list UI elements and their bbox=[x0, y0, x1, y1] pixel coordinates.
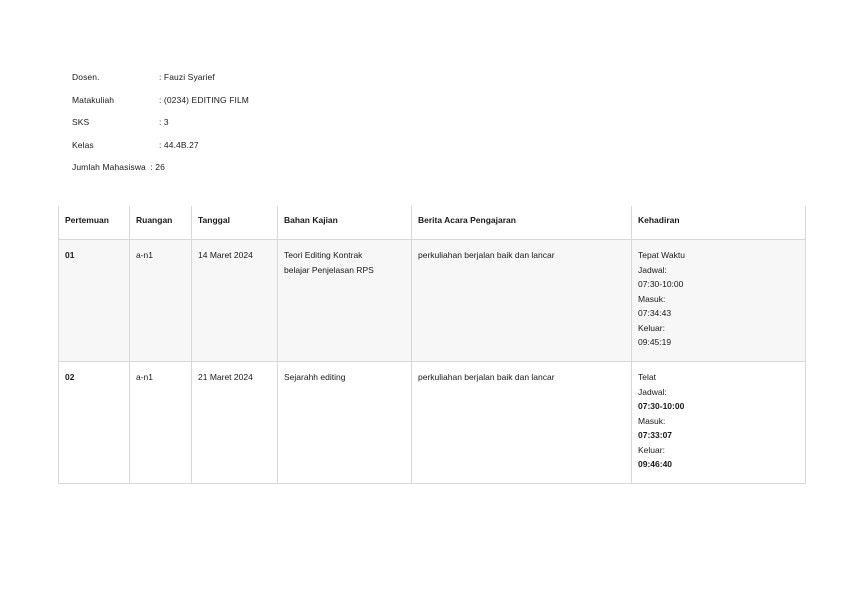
masuk-value: 07:33:07 bbox=[638, 430, 673, 440]
dosen-value: : Fauzi Syarief bbox=[159, 72, 215, 82]
header-bahan-kajian: Bahan Kajian bbox=[278, 206, 412, 240]
cell-tanggal: 14 Maret 2024 bbox=[192, 240, 278, 362]
dosen-label: Dosen. bbox=[72, 72, 100, 82]
header-pertemuan: Pertemuan bbox=[59, 206, 130, 240]
masuk-label: Masuk: bbox=[638, 293, 666, 304]
cell-berita-acara: perkuliahan berjalan baik dan lancar bbox=[412, 362, 632, 484]
jadwal-value: 07:30-10:00 bbox=[638, 401, 685, 411]
attendance-table bbox=[58, 206, 806, 484]
kelas-label: Kelas bbox=[72, 139, 94, 150]
matakuliah-value: : (0234) EDITING FILM bbox=[159, 94, 249, 105]
cell-tanggal: 21 Maret 2024 bbox=[192, 362, 278, 484]
header-ruangan: Ruangan bbox=[130, 206, 192, 240]
cell-bahan-kajian bbox=[278, 240, 412, 362]
kehadiran-status: Telat bbox=[638, 372, 656, 382]
info-row-dosen bbox=[72, 72, 215, 95]
keluar-label: Keluar: bbox=[638, 444, 665, 455]
cell-kehadiran bbox=[632, 362, 806, 484]
info-row-jumlah bbox=[72, 162, 165, 185]
cell-ruangan: a-n1 bbox=[130, 240, 192, 362]
cell-ruangan: a-n1 bbox=[130, 362, 192, 484]
course-info bbox=[72, 72, 249, 185]
info-row-matakuliah bbox=[72, 94, 249, 118]
header-tanggal: Tanggal bbox=[192, 206, 278, 240]
jadwal-value: 07:30-10:00 bbox=[638, 279, 684, 289]
keluar-label: Keluar: bbox=[638, 322, 665, 333]
sks-label: SKS bbox=[72, 117, 90, 128]
keluar-value: 09:46:40 bbox=[638, 459, 673, 469]
kehadiran-status: Tepat Waktu bbox=[638, 250, 685, 260]
table-row bbox=[59, 240, 806, 362]
masuk-value: 07:34:43 bbox=[638, 308, 672, 318]
cell-pertemuan: 02 bbox=[59, 362, 130, 484]
keluar-value: 09:45:19 bbox=[638, 337, 672, 347]
table-row bbox=[59, 362, 806, 484]
jumlah-value: : 26 bbox=[150, 162, 165, 173]
cell-berita-acara: perkuliahan berjalan baik dan lancar bbox=[412, 240, 632, 362]
attendance-table-wrap bbox=[58, 206, 805, 484]
masuk-label: Masuk: bbox=[638, 415, 666, 426]
matakuliah-label: Matakuliah bbox=[72, 94, 115, 105]
header-berita-acara: Berita Acara Pengajaran bbox=[412, 206, 632, 240]
info-row-sks bbox=[72, 117, 169, 140]
cell-pertemuan: 01 bbox=[59, 240, 130, 362]
bahan-line-2: belajar Penjelasan RPS bbox=[284, 264, 374, 275]
header-kehadiran: Kehadiran bbox=[632, 206, 806, 240]
jadwal-label: Jadwal: bbox=[638, 264, 667, 275]
cell-bahan-kajian bbox=[278, 362, 412, 484]
info-row-kelas bbox=[72, 139, 199, 163]
cell-kehadiran bbox=[632, 240, 806, 362]
jumlah-label: Jumlah Mahasiswa bbox=[72, 162, 146, 173]
bahan-line-1: Teori Editing Kontrak bbox=[284, 250, 363, 260]
sks-value: : 3 bbox=[159, 117, 169, 128]
table-header-row bbox=[59, 206, 806, 240]
jadwal-label: Jadwal: bbox=[638, 386, 667, 397]
kelas-value: : 44.4B.27 bbox=[159, 139, 199, 150]
bahan-line-1: Sejarahh editing bbox=[284, 372, 346, 382]
